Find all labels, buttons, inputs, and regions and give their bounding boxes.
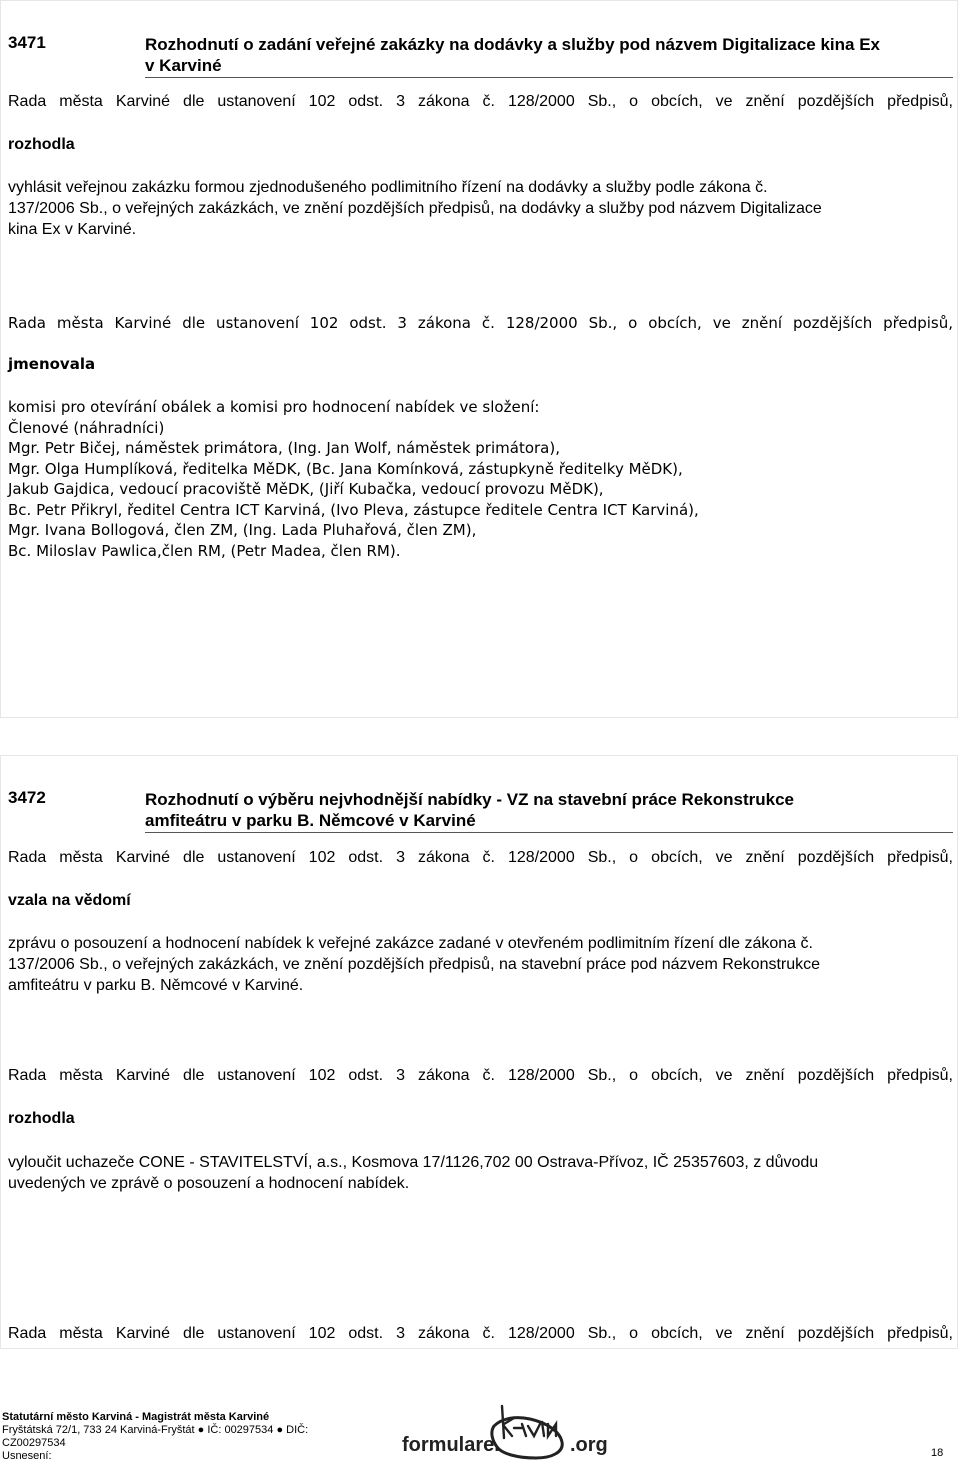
decision-verb: rozhodla	[8, 136, 75, 153]
title-rule	[145, 77, 953, 78]
legal-basis-text: Rada města Karviné dle ustanovení 102 odst. 3 zákona č. 128/2000 Sb., o obcích, ve znění pozdějších předpisů,	[8, 1325, 953, 1342]
legal-basis-text: Rada města Karviné dle ustanovení 102 odst. 3 zákona č. 128/2000 Sb., o obcích, ve znění pozdějších předpisů,	[8, 93, 953, 110]
decision-verb: vzala na vědomí	[8, 892, 131, 909]
formulare-karvina-logo	[402, 1404, 618, 1462]
resolution-title: Rozhodnutí o zadání veřejné zakázky na dodávky a služby pod názvem Digitalizace kina Ex v Karviné	[145, 35, 880, 75]
footer-address: Fryštátská 72/1, 733 24 Karviná-Fryštát ● IČ: 00297534 ● DIČ:	[2, 1424, 309, 1436]
svg-text:.org: .org	[570, 1434, 608, 1456]
resolution-block-3471	[0, 0, 958, 718]
svg-text:formulare.: formulare.	[402, 1434, 500, 1456]
footer-label: Usnesení:	[2, 1450, 52, 1462]
legal-basis-text: Rada města Karviné dle ustanovení 102 odst. 3 zákona č. 128/2000 Sb., o obcích, ve znění pozdějších předpisů,	[8, 1067, 953, 1084]
legal-basis-text: Rada města Karviné dle ustanovení 102 odst. 3 zákona č. 128/2000 Sb., o obcích, ve znění pozdějších předpisů,	[8, 849, 953, 866]
footer-dic: CZ00297534	[2, 1437, 66, 1449]
page-number: 18	[931, 1447, 944, 1459]
resolution-block-3472	[0, 755, 958, 1349]
decision-text: vyloučit uchazeče CONE - STAVITELSTVÍ, a.s., Kosmova 17/1126,702 00 Ostrava-Přívoz, IČ 25357603, z důvodu uvedených ve zprávě o posouzení a hodnocení nabídek.	[8, 1154, 819, 1192]
decision-text: vyhlásit veřejnou zakázku formou zjednodušeného podlimitního řízení na dodávky a služby podle zákona č. 137/2006 Sb., o veřejných zakázkách, ve znění pozdějších předpisů, na dodávky a služby pod názvem Digitalizace kina Ex v Karviné.	[8, 179, 822, 238]
decision-verb: jmenovala	[8, 355, 96, 373]
resolution-number: 3472	[8, 788, 46, 807]
committee-list: komisi pro otevírání obálek a komisi pro hodnocení nabídek ve složení: Členové (náhradníci) Mgr. Petr Bičej, náměstek primátora, (Ing. Jan Wolf, náměstek primátora), Mgr. Olga Humplíková, ředitelka MěDK, (Bc. Jana Komínková, zástupkyně ředitelky MěDK), Jakub Gajdica, vedoucí pracoviště MěDK, (Jiří Kubačka, vedoucí provozu MěDK), Bc. Petr Přikryl, ředitel Centra ICT Karviná, (Ivo Pleva, zástupce ředitele Centra ICT Karviná), Mgr. Ivana Bollogová, člen ZM, (Ing. Lada Pluhařová, člen ZM), Bc. Miloslav Pawlica,člen RM, (Petr Madea, člen RM).	[8, 398, 699, 560]
footer-org: Statutární město Karviná - Magistrát města Karviné	[2, 1411, 270, 1423]
legal-basis-text: Rada města Karviné dle ustanovení 102 odst. 3 zákona č. 128/2000 Sb., o obcích, ve znění pozdějších předpisů,	[8, 314, 953, 332]
resolution-title: Rozhodnutí o výběru nejvhodnější nabídky - VZ na stavební práce Rekonstrukce amfiteátru v parku B. Němcové v Karviné	[145, 790, 794, 830]
decision-verb: rozhodla	[8, 1110, 75, 1127]
decision-text: zprávu o posouzení a hodnocení nabídek k veřejné zakázce zadané v otevřeném podlimitním řízení dle zákona č. 137/2006 Sb., o veřejných zakázkách, ve znění pozdějších předpisů, na stavební práce pod názvem Rekonstrukce amfiteátru v parku B. Němcové v Karviné.	[8, 935, 821, 994]
resolution-number: 3471	[8, 33, 46, 52]
title-rule	[145, 832, 953, 833]
